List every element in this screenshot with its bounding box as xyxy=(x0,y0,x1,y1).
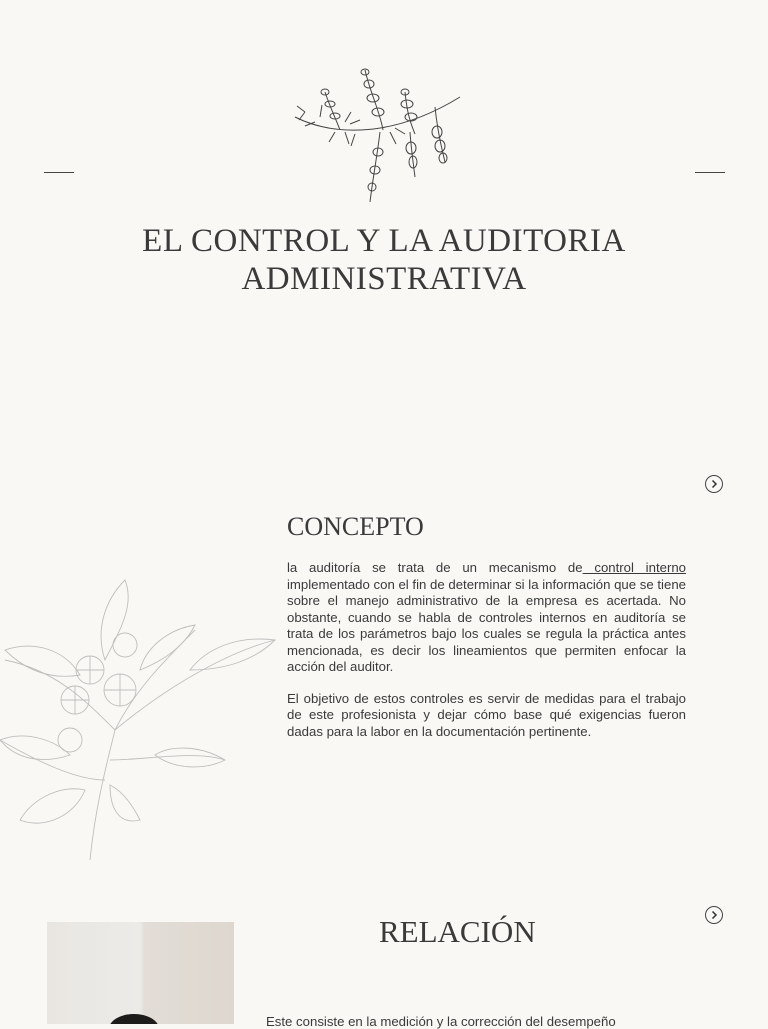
concepto-paragraph-1 xyxy=(287,560,686,676)
next-slide-button[interactable] xyxy=(705,475,723,493)
flower-illustration-icon xyxy=(0,570,285,870)
title-line-1: EL CONTROL Y LA AUDITORIA xyxy=(142,223,626,259)
concepto-text: la auditoría se trata de un mecanismo de xyxy=(287,560,583,575)
decorative-rule-right xyxy=(695,172,725,173)
person-head-shape xyxy=(109,1014,159,1024)
concepto-paragraph-2: El objetivo de estos controles es servir de medidas para el trabajo de este profesionista y dejar cómo base qué exigencias fueron dadas para la labor en la documentación pertinente. xyxy=(287,690,686,739)
person-photo xyxy=(47,922,234,1024)
control-interno-link[interactable]: control interno xyxy=(582,560,686,575)
section-heading-relacion: RELACIÓN xyxy=(379,914,536,949)
botanical-sprig-icon xyxy=(285,62,470,207)
chevron-right-icon xyxy=(709,910,719,920)
concepto-body xyxy=(287,560,686,755)
chevron-right-icon xyxy=(709,479,719,489)
concepto-text-continued: implementado con el fin de determinar si la información que se tiene sobre el manejo administrativo de la empresa es acertada. No obstante, cuando se habla de controles internos en auditoría se trata de los parámetros bajo los cuales se regula la práctica antes mencionada, es decir los lineamientos que permiten enfocar la acción del auditor. xyxy=(287,576,686,674)
relacion-text: Este consiste en la medición y la corrección del desempeño xyxy=(266,1014,616,1029)
section-heading-concepto: CONCEPTO xyxy=(287,512,424,541)
page-title xyxy=(84,222,684,298)
next-section-button[interactable] xyxy=(705,906,723,924)
title-line-2: ADMINISTRATIVA xyxy=(241,261,527,297)
decorative-rule-left xyxy=(44,172,74,173)
